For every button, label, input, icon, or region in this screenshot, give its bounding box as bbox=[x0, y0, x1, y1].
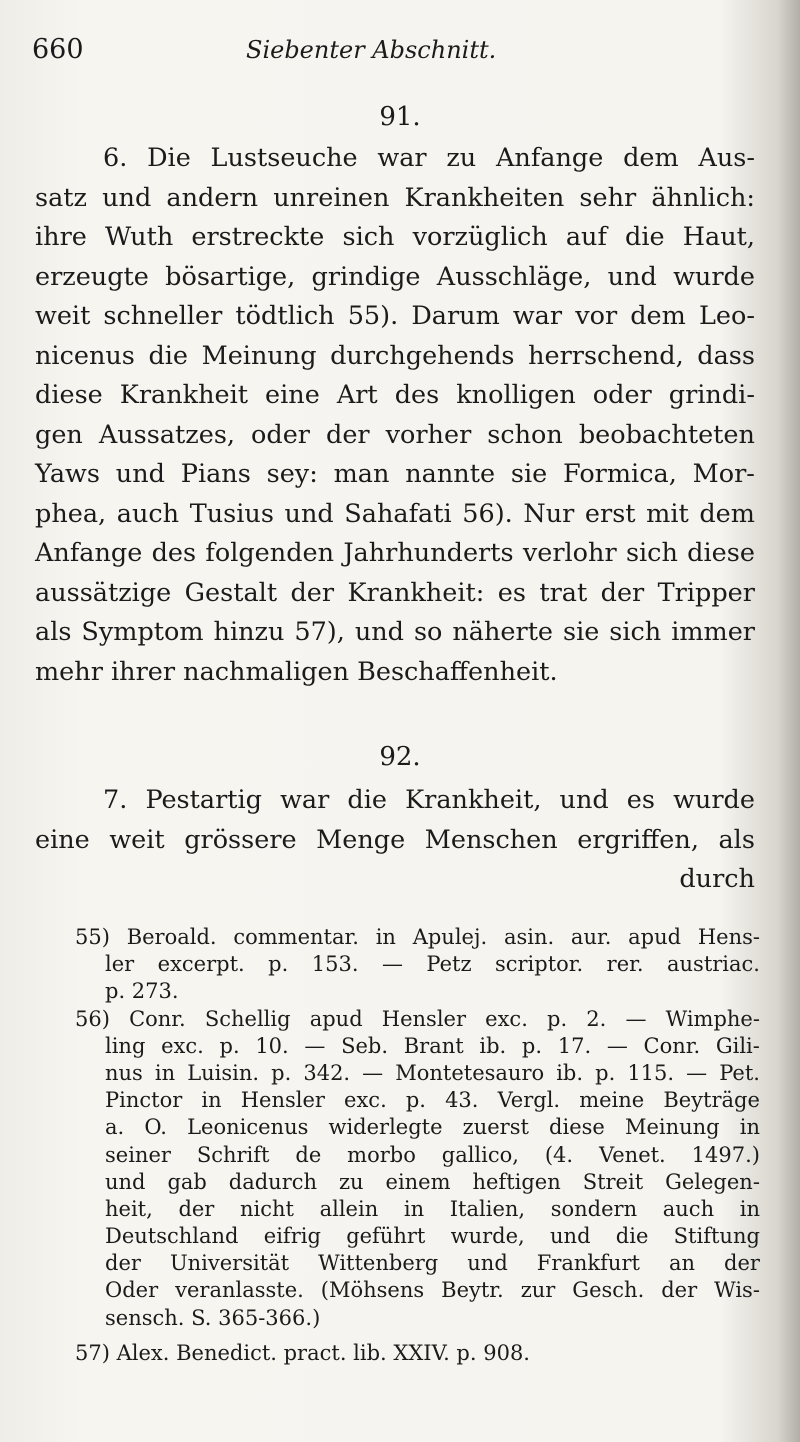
text-line bbox=[35, 781, 755, 821]
word: Luisin. bbox=[187, 1060, 260, 1085]
word: herrschend, bbox=[528, 340, 684, 371]
word: — bbox=[606, 1033, 628, 1058]
word: Beyträge bbox=[663, 1088, 760, 1113]
word: war bbox=[377, 143, 427, 173]
word: Pestartig bbox=[145, 785, 262, 815]
word: gallico, bbox=[441, 1142, 519, 1167]
word: und bbox=[467, 1251, 508, 1276]
word: hinzu bbox=[213, 617, 285, 647]
page-edge-shadow bbox=[778, 0, 800, 1442]
word: dem bbox=[699, 498, 755, 529]
word: und bbox=[105, 1169, 146, 1194]
word: Art bbox=[336, 380, 378, 410]
word: der bbox=[600, 577, 645, 608]
word: vorzüglich bbox=[412, 222, 548, 252]
word: — bbox=[625, 1006, 647, 1031]
footnote-line bbox=[75, 951, 760, 978]
word: als bbox=[718, 824, 755, 855]
word: scriptor. bbox=[494, 952, 584, 977]
section-number-92: 92. bbox=[379, 742, 421, 772]
word: wurde bbox=[673, 261, 755, 292]
word: tödtlich bbox=[235, 301, 335, 331]
word: asin. bbox=[503, 925, 555, 949]
word: 6. bbox=[103, 143, 128, 173]
word: war bbox=[280, 785, 330, 815]
word: es bbox=[497, 577, 526, 608]
footnote-line: p. 273. bbox=[105, 979, 179, 1004]
word: 55) bbox=[75, 925, 110, 949]
text-line bbox=[35, 258, 755, 298]
word: Frankfurt bbox=[536, 1251, 640, 1276]
word: sich bbox=[625, 538, 678, 568]
word: und bbox=[115, 459, 165, 489]
word: — bbox=[686, 1060, 708, 1085]
word: p. bbox=[268, 952, 289, 977]
word: folgenden bbox=[205, 538, 335, 568]
word: auch bbox=[662, 1196, 715, 1221]
word: sey: bbox=[266, 459, 318, 489]
word: aussätzige bbox=[35, 577, 172, 608]
word: Streit bbox=[582, 1169, 644, 1194]
word: in bbox=[201, 1088, 222, 1113]
word: eine bbox=[265, 380, 320, 410]
word: Formica, bbox=[563, 459, 677, 489]
word: nicht bbox=[240, 1196, 294, 1221]
word: de bbox=[295, 1142, 322, 1167]
word: 56). bbox=[462, 498, 513, 529]
word: es bbox=[626, 785, 655, 815]
footnote-line: sensch. S. 365-366.) bbox=[105, 1305, 321, 1330]
word: Lustseuche bbox=[210, 143, 358, 173]
word: ähnlich: bbox=[651, 182, 755, 213]
word: 56) bbox=[75, 1006, 110, 1031]
word: heftigen bbox=[472, 1169, 561, 1194]
word: sie bbox=[562, 617, 600, 647]
text-line bbox=[35, 337, 755, 377]
word: Petz bbox=[426, 952, 472, 977]
word: Haut, bbox=[682, 222, 755, 252]
word: sehr bbox=[579, 182, 637, 213]
word: 342. bbox=[303, 1060, 351, 1085]
word: p. bbox=[547, 1006, 568, 1031]
word: grössere bbox=[184, 824, 297, 855]
word: weit bbox=[35, 301, 91, 331]
word: veranlasste. bbox=[175, 1278, 304, 1303]
word: auch bbox=[116, 498, 180, 529]
word: ergriffen, bbox=[577, 824, 699, 855]
text-line bbox=[35, 455, 755, 495]
word: sich bbox=[609, 617, 662, 647]
word: die bbox=[148, 340, 189, 371]
word: O. bbox=[144, 1115, 167, 1140]
word: diese bbox=[687, 538, 755, 568]
word: Beytr. bbox=[441, 1278, 504, 1303]
word: — bbox=[381, 952, 403, 977]
page-header bbox=[32, 34, 732, 74]
word: Leonicenus bbox=[187, 1115, 309, 1140]
word: des bbox=[394, 380, 440, 410]
page-number: 660 bbox=[32, 34, 84, 65]
word: Krankheit, bbox=[405, 785, 542, 815]
word: Krankheit bbox=[119, 380, 249, 410]
word: der bbox=[105, 1251, 141, 1276]
word: Aus- bbox=[698, 143, 755, 173]
word: der bbox=[724, 1251, 760, 1276]
word: so bbox=[413, 617, 443, 647]
word: (4. bbox=[544, 1142, 574, 1167]
text-line bbox=[35, 179, 755, 219]
word: Seb. bbox=[341, 1033, 389, 1058]
word: Anfange bbox=[35, 538, 143, 568]
word: exc. bbox=[161, 1033, 204, 1058]
word: zu bbox=[446, 143, 477, 173]
word: Meinung bbox=[624, 1115, 720, 1140]
word: 17. bbox=[557, 1033, 592, 1058]
text-line bbox=[35, 495, 755, 535]
word: satz bbox=[35, 182, 87, 213]
word: und bbox=[559, 785, 609, 815]
word: und bbox=[102, 182, 152, 213]
word: exc. bbox=[344, 1088, 387, 1113]
text-line: mehr ihrer nachmaligen Beschaffenheit. bbox=[35, 656, 558, 687]
text-line bbox=[35, 139, 755, 179]
word: grindige bbox=[311, 261, 421, 292]
word: Sahafati bbox=[344, 498, 452, 529]
word: p. bbox=[405, 1088, 426, 1113]
word: heit, bbox=[105, 1196, 153, 1221]
word: Darum bbox=[411, 301, 500, 331]
word: näherte bbox=[452, 617, 554, 647]
section-92-text bbox=[35, 781, 755, 900]
word: die bbox=[347, 785, 387, 815]
word: erstreckte bbox=[191, 222, 325, 252]
catchword: durch bbox=[679, 864, 755, 894]
footnote-line bbox=[75, 1142, 760, 1169]
word: Vergl. bbox=[497, 1088, 561, 1113]
text-line bbox=[35, 613, 755, 653]
word: 43. bbox=[445, 1088, 479, 1113]
footnote-line bbox=[75, 1033, 760, 1060]
word: 2. bbox=[586, 1006, 607, 1031]
word: p. bbox=[219, 1033, 240, 1058]
text-line bbox=[35, 297, 755, 337]
word: vorher bbox=[385, 419, 472, 450]
word: exc. bbox=[485, 1006, 528, 1031]
word: Wittenberg bbox=[318, 1251, 439, 1276]
section-number-91: 91. bbox=[379, 102, 421, 132]
word: Gili- bbox=[715, 1033, 760, 1058]
word: an bbox=[668, 1251, 695, 1276]
word: gen bbox=[35, 419, 83, 450]
word: sie bbox=[510, 459, 548, 489]
word: Mor- bbox=[692, 459, 755, 489]
word: p. bbox=[521, 1033, 543, 1058]
word: Pinctor bbox=[105, 1088, 183, 1113]
word: der bbox=[290, 577, 335, 608]
word: Pians bbox=[180, 459, 251, 489]
word: dadurch bbox=[228, 1169, 318, 1194]
word: zu bbox=[338, 1169, 364, 1194]
word: oder bbox=[592, 380, 652, 410]
word: 10. bbox=[255, 1033, 289, 1058]
word: eifrig bbox=[263, 1224, 321, 1249]
word: — bbox=[304, 1033, 326, 1058]
running-title: Siebenter Abschnitt. bbox=[246, 36, 497, 64]
text-line bbox=[35, 376, 755, 416]
word: grindi- bbox=[668, 380, 755, 410]
word: Aussatzes, bbox=[98, 419, 236, 450]
footnote-line bbox=[75, 1277, 760, 1304]
word: Die bbox=[147, 143, 191, 173]
word: oder bbox=[251, 419, 310, 450]
footnote-line bbox=[75, 1006, 760, 1033]
word: Yaws bbox=[35, 459, 100, 489]
footnote-line bbox=[75, 924, 760, 951]
word: mit bbox=[646, 498, 689, 529]
word: dem bbox=[623, 143, 679, 173]
word: andern bbox=[166, 182, 259, 213]
word: 57), bbox=[294, 617, 345, 647]
word: a. bbox=[105, 1115, 125, 1140]
word: Gestalt bbox=[184, 577, 278, 608]
word: knolligen bbox=[456, 380, 576, 410]
word: Menschen bbox=[424, 824, 558, 855]
word: Tripper bbox=[657, 577, 755, 608]
word: dem bbox=[630, 301, 686, 331]
word: Meinung bbox=[201, 340, 317, 371]
word: schneller bbox=[103, 301, 223, 331]
word: der bbox=[326, 419, 370, 450]
text-line bbox=[35, 574, 755, 614]
word: vor bbox=[575, 301, 618, 331]
word: commentar. bbox=[233, 925, 359, 949]
word: dass bbox=[697, 340, 755, 371]
word: einem bbox=[385, 1169, 451, 1194]
word: widerlegte bbox=[328, 1115, 443, 1140]
word: 55). bbox=[347, 301, 399, 331]
word: apud bbox=[628, 925, 682, 949]
word: man bbox=[333, 459, 390, 489]
word: ib. bbox=[556, 1060, 584, 1085]
word: austriac. bbox=[667, 952, 760, 977]
word: Wuth bbox=[104, 222, 174, 252]
word: 153. bbox=[311, 952, 359, 977]
word: Montetesauro bbox=[395, 1060, 545, 1085]
word: schon bbox=[487, 419, 563, 450]
word: ler bbox=[105, 952, 135, 977]
word: Brant bbox=[403, 1033, 464, 1058]
word: war bbox=[512, 301, 563, 331]
word: ihre bbox=[35, 222, 87, 252]
footnote-line bbox=[75, 1196, 760, 1223]
word: Wis- bbox=[714, 1278, 760, 1303]
word: Italien, bbox=[449, 1196, 526, 1221]
word: durchgehends bbox=[330, 340, 515, 371]
word: p. bbox=[595, 1060, 616, 1085]
word: Schellig bbox=[204, 1006, 291, 1031]
word: Pet. bbox=[719, 1060, 760, 1085]
footnote-line bbox=[75, 1060, 760, 1087]
word: Stiftung bbox=[673, 1224, 760, 1249]
word: Tusius bbox=[189, 498, 274, 529]
word: Gelegen- bbox=[665, 1169, 760, 1194]
word: sich bbox=[342, 222, 395, 252]
word: auf bbox=[565, 222, 607, 252]
word: geführt bbox=[346, 1224, 426, 1249]
word: der bbox=[661, 1278, 698, 1303]
word: phea, bbox=[35, 498, 107, 529]
word: wurde, bbox=[450, 1224, 525, 1249]
footnote-line bbox=[75, 1087, 760, 1114]
word: trat bbox=[539, 577, 588, 608]
word: Oder bbox=[105, 1278, 159, 1303]
footnote-line bbox=[75, 1114, 760, 1141]
word: Krankheiten bbox=[404, 182, 565, 213]
word: unreinen bbox=[273, 182, 390, 213]
word: morbo bbox=[347, 1142, 416, 1167]
word: erst bbox=[584, 498, 636, 529]
text-line bbox=[35, 534, 755, 574]
word: in bbox=[154, 1060, 176, 1085]
word: nus bbox=[105, 1060, 143, 1085]
word: erzeugte bbox=[35, 261, 149, 292]
word: eine bbox=[35, 824, 90, 855]
word: nannte bbox=[405, 459, 496, 489]
word: zur bbox=[520, 1278, 556, 1303]
word: Hensler bbox=[240, 1088, 325, 1113]
word: p. bbox=[271, 1060, 292, 1085]
word: 7. bbox=[103, 785, 128, 815]
word: ib. bbox=[479, 1033, 507, 1058]
word: ling bbox=[105, 1033, 146, 1058]
word: und bbox=[284, 498, 334, 529]
word: beobachteten bbox=[578, 419, 755, 450]
word: sondern bbox=[550, 1196, 638, 1221]
word: allein bbox=[319, 1196, 379, 1221]
word: und bbox=[354, 617, 404, 647]
word: als bbox=[35, 617, 72, 647]
word: verlohr bbox=[522, 538, 617, 568]
text-line bbox=[35, 821, 755, 861]
word: und bbox=[550, 1224, 591, 1249]
word: die bbox=[615, 1224, 649, 1249]
word: Beroald. bbox=[126, 925, 217, 949]
footnote-line bbox=[75, 1169, 760, 1196]
word: wurde bbox=[673, 785, 755, 815]
text-line bbox=[35, 218, 755, 258]
word: und bbox=[607, 261, 657, 292]
word: Venet. bbox=[599, 1142, 666, 1167]
footnote-line bbox=[75, 1250, 760, 1277]
word: Menge bbox=[316, 824, 406, 855]
word: Hens- bbox=[697, 925, 760, 949]
footnote-line: 57) Alex. Benedict. pract. lib. XXIV. p. 908. bbox=[75, 1340, 530, 1365]
word: Anfange bbox=[495, 143, 604, 173]
word: diese bbox=[549, 1115, 605, 1140]
word: der bbox=[178, 1196, 215, 1221]
word: Gesch. bbox=[572, 1278, 645, 1303]
word: in bbox=[739, 1196, 760, 1221]
word: (Möhsens bbox=[320, 1278, 425, 1303]
section-91-text bbox=[35, 139, 755, 692]
word: Ausschläge, bbox=[436, 261, 592, 292]
word: in bbox=[739, 1115, 760, 1140]
word: rer. bbox=[606, 952, 644, 977]
word: Conr. bbox=[129, 1006, 186, 1031]
word: meine bbox=[579, 1088, 645, 1113]
text-line bbox=[35, 416, 755, 456]
word: Apulej. bbox=[412, 925, 488, 949]
word: Conr. bbox=[643, 1033, 701, 1058]
word: Universität bbox=[169, 1251, 290, 1276]
word: Schrift bbox=[196, 1142, 270, 1167]
word: Krankheit: bbox=[347, 577, 485, 608]
word: weit bbox=[109, 824, 165, 855]
word: in bbox=[375, 925, 396, 949]
footnotes bbox=[75, 924, 760, 1367]
word: diese bbox=[35, 380, 103, 410]
word: 115. bbox=[627, 1060, 675, 1085]
word: apud bbox=[309, 1006, 363, 1031]
word: Deutschland bbox=[105, 1224, 239, 1249]
word: immer bbox=[671, 617, 755, 647]
word: Hensler bbox=[381, 1006, 467, 1031]
word: excerpt. bbox=[157, 952, 245, 977]
word: seiner bbox=[105, 1142, 171, 1167]
word: nicenus bbox=[35, 340, 135, 371]
word: Leo- bbox=[698, 301, 755, 331]
word: Symptom bbox=[81, 617, 204, 647]
word: zuerst bbox=[462, 1115, 529, 1140]
word: 1497.) bbox=[691, 1142, 760, 1167]
word: — bbox=[362, 1060, 384, 1085]
word: in bbox=[403, 1196, 425, 1221]
word: Jahrhunderts bbox=[343, 538, 514, 568]
word: Nur bbox=[523, 498, 575, 529]
word: aur. bbox=[570, 925, 612, 949]
word: gab bbox=[167, 1169, 207, 1194]
word: die bbox=[625, 222, 665, 252]
word: bösartige, bbox=[165, 261, 296, 292]
word: des bbox=[151, 538, 197, 568]
footnote-line bbox=[75, 1223, 760, 1250]
word: Wimphe- bbox=[665, 1006, 760, 1031]
